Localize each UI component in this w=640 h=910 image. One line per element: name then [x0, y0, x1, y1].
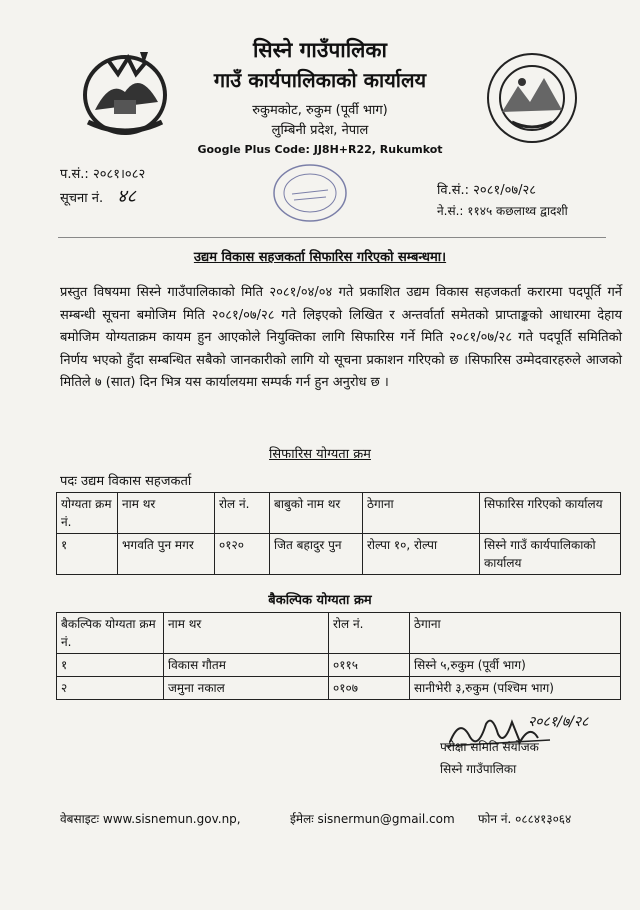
name-cell: भगवति पुन मगर [118, 534, 215, 575]
alternate-list-title: बैकल्पिक योग्यता क्रम [268, 593, 372, 608]
google-plus-code: Google Plus Code: JJ8H+R22, Rukumkot [197, 143, 443, 156]
date-bs: २०८१/०७/२८ [473, 183, 537, 198]
header-cell: सिफारिस गरिएको कार्यालय [480, 493, 621, 534]
header-cell: नाम थर [164, 613, 329, 654]
office-name: गाउँ कार्यपालिकाको कार्यालय [213, 68, 427, 92]
address-line-2: लुम्बिनी प्रदेश, नेपाल [271, 123, 369, 138]
header-cell: रोल नं. [215, 493, 270, 534]
notice-number: ४८ [117, 186, 136, 207]
roll-cell: ०११५ [329, 654, 410, 677]
notice-number-label: सूचना नं. [60, 191, 104, 206]
org-name: सिस्ने गाउँपालिका [252, 38, 387, 62]
table-row [57, 534, 621, 575]
subject-line: उद्यम विकास सहजकर्ता सिफारिस गरिएको सम्बन्धमा। [193, 250, 447, 265]
header-cell: योग्यता क्रम नं. [57, 493, 118, 534]
notice-number-line [60, 184, 136, 208]
address-cell: सिस्ने ५,रुकुम (पूर्वी भाग) [410, 654, 621, 677]
body-paragraph: प्रस्तुत विषयमा सिस्ने गाउँपालिकाको मिति २०८१/०४/०४ गते प्रकाशित उद्यम विकास सहजकर्ता करारमा पदपूर्ति गर्ने सम्बन्धी सूचना बमोजिम मिति २०८१/०७/२८ गते लिइएको लिखित र अन्तर्वार्ता समेतको प्राप्ताङ्कको आधारमा देहाय बमोजिम योग्यताक्रम कायम हुन आएकोले नियुक्तिका लागि सिफारिस गर्ने मिति २०८१/०७/२८ गते पदपूर्ति समितिको निर्णय भएको हुँदा सम्बन्धित सबैको जानकारीको लागि यो सूचना प्रकाशन गरिएको छ ।सिफारिस उम्मेदवारहरुले आजको मितिले ७ (सात) दिन भित्र यस कार्यालयमा सम्पर्क गर्न हुन अनुरोध छ । [60, 285, 622, 390]
nepal-era: ११४५ कछलाथ्व द्वादशी [467, 204, 568, 218]
header-cell: ठेगाना [410, 613, 621, 654]
table-header-row [57, 493, 621, 534]
header-cell: बाबुको नाम थर [270, 493, 363, 534]
signatory-title: परीक्षा समिति संयोजक [440, 740, 539, 754]
date-line [437, 180, 536, 198]
nepal-era-line [437, 202, 568, 219]
address-cell: सानीभेरी ३,रुकुम (पश्चिम भाग) [410, 677, 621, 700]
signatory-org: सिस्ने गाउँपालिका [440, 762, 517, 776]
roll-cell: ०१२० [215, 534, 270, 575]
footer-website: वेबसाइटः www.sisnemun.gov.np, [60, 812, 241, 826]
fiscal-year: २०८१।०८२ [92, 167, 146, 182]
name-cell: जमुना नकाल [164, 677, 329, 700]
office-cell: सिस्ने गाउँ कार्यपालिकाको कार्यालय [480, 534, 621, 575]
fiscal-year-label: प.सं.: [60, 167, 89, 182]
office-stamp [270, 160, 350, 226]
merit-list-title: सिफारिस योग्यता क्रम [269, 447, 371, 462]
header-divider [58, 237, 606, 238]
rank-cell: १ [57, 654, 164, 677]
father-name-cell: जित बहादुर पुन [270, 534, 363, 575]
fiscal-year-line [60, 164, 145, 182]
name-cell: विकास गौतम [164, 654, 329, 677]
address-line-1: रुकुमकोट, रुकुम (पूर्वी भाग) [252, 103, 388, 118]
header-cell: ठेगाना [363, 493, 480, 534]
alternate-list-table [56, 612, 621, 700]
roll-cell: ०१०७ [329, 677, 410, 700]
header-cell: रोल नं. [329, 613, 410, 654]
header-cell: बैकल्पिक योग्यता क्रम नं. [57, 613, 164, 654]
table-row [57, 654, 621, 677]
footer-email: ईमेलः sisnermun@gmail.com [290, 812, 455, 826]
header-cell: नाम थर [118, 493, 215, 534]
handwritten-date: २०८१/७/२८ [528, 714, 589, 730]
address-cell: रोल्पा १०, रोल्पा [363, 534, 480, 575]
rank-cell: २ [57, 677, 164, 700]
rank-cell: १ [57, 534, 118, 575]
table-row [57, 677, 621, 700]
date-label: वि.सं.: [437, 183, 470, 198]
footer-phone: फोन नं. ०८८४१३०६४ [478, 812, 572, 826]
table-header-row [57, 613, 621, 654]
post-label: पदः उद्यम विकास सहजकर्ता [60, 474, 192, 489]
nepal-era-label: ने.सं.: [437, 204, 464, 218]
merit-list-table [56, 492, 621, 575]
